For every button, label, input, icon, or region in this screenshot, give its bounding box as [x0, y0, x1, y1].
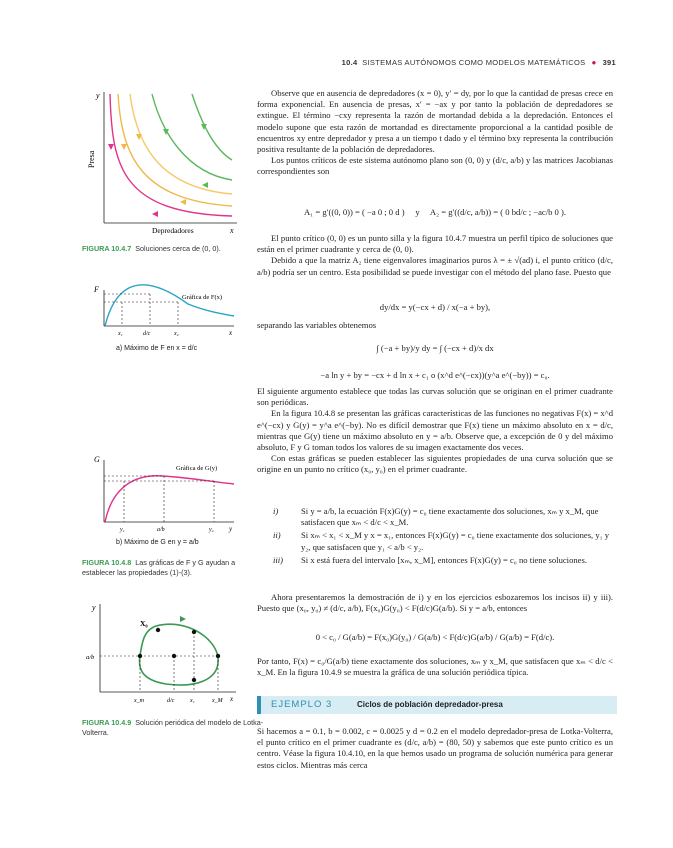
figure-10-4-7	[82, 88, 242, 236]
text-block-4	[257, 386, 613, 476]
list-item	[273, 555, 613, 566]
axis-y-label: y	[96, 91, 100, 100]
caption-text: Solución periódica del modelo de Lotka-Volterra.	[82, 718, 264, 737]
axis-y-label: F	[94, 285, 99, 294]
equation-A1: A₁ = g′((0, 0)) = ( −a 0 ; 0 d )	[304, 207, 405, 217]
paragraph: Por tanto, F(x) = c₀/G(a/b) tiene exactamente dos soluciones, xₘ y x_M, que satisfacen que xₘ < d/c < x_M. En la figura 10.4.9 se muestra la gráfica de una solución periódica típica.	[257, 656, 613, 678]
tick-label: a/b	[157, 527, 165, 533]
initial-point	[156, 628, 160, 632]
arrow-icon	[108, 144, 114, 150]
orbit-point	[192, 678, 196, 682]
ylabel-presa: Presa	[87, 150, 96, 168]
trajectory-4	[152, 94, 232, 180]
orbit-point	[192, 630, 196, 634]
axis-y-label: y	[92, 603, 96, 612]
example-label: EJEMPLO 3	[271, 699, 333, 710]
equation-log: −a ln y + by = −cx + d ln x + c₁ o (x^d e^(−cx))(y^a e^(−by)) = c₀.	[320, 370, 550, 380]
axis-y-label: G	[94, 455, 100, 464]
axis-x-label: x	[230, 695, 234, 703]
paragraph: El punto crítico (0, 0) es un punto silla y la figura 10.4.7 muestra un perfil típico de soluciones que están en el primer cuadrante y cerca de (0, 0).	[257, 233, 613, 255]
figure-10-4-8a	[88, 284, 238, 340]
subcaption-b: b) Máximo de G en y = a/b	[116, 539, 199, 546]
caption-label: FIGURA 10.4.7	[82, 244, 132, 253]
caption-label: FIGURA 10.4.9	[82, 718, 132, 727]
tick-label: x₁	[190, 698, 195, 704]
item-text: Si xₘ < x₁ < x_M y x = x₁, entonces F(x)G(y) = c₀ tiene exactamente dos soluciones, y₁ y y₂, que satisfacen que y₁ < a/b < y₂.	[301, 530, 610, 552]
tick-label: x_M	[212, 698, 223, 704]
axis-x-label: x	[230, 226, 234, 235]
equation-jacobians	[257, 207, 613, 217]
running-header	[342, 58, 616, 67]
figure-10-4-9	[86, 598, 241, 710]
figure-10-4-9-caption	[82, 718, 267, 737]
equation-A2: A₂ = g′((d/c, a/b)) = ( 0 bd/c ; −ac/b 0 ).	[429, 207, 566, 217]
caption-text: Las gráficas de F y G ayudan a establecer las propiedades (1)-(3).	[82, 558, 236, 577]
paragraph: Observe que en ausencia de depredadores (x = 0), y′ = dy, por lo que la cantidad de presas crece en forma exponencial. En ausencia de presas, x′ = −ax y por tanto la población de depredadores se extingue. El término −cxy representa la razón de mortandad debida a la depredación. Entonces el modelo supone que esta razón de mortandad es directamente proporcional a la cantidad posible de encuentros xy entre depredador y presa a un tiempo t dado y el término bxy representa la contribución positiva resultante de la población de depredadores.	[257, 88, 613, 155]
text-block-3	[257, 320, 613, 331]
equation-inequality: 0 < c₀ / G(a/b) = F(x₀)G(y₀) / G(a/b) < F(d/c)G(a/b) / G(a/b) = F(d/c).	[315, 632, 555, 642]
paragraph: Con estas gráficas se pueden establecer las siguientes propiedades de una curva solución que se origine en un punto no crítico (x₀, y₀) en el primer cuadrante.	[257, 453, 613, 475]
bullet-icon: ●	[591, 58, 597, 67]
yl-label: a/b	[86, 654, 95, 661]
paragraph: En la figura 10.4.8 se presentan las gráficas características de las funciones no negativas F(x) = x^d e^(−cx) y G(y) = y^a e^(−by). No es difícil demostrar que F(x) tiene un máximo absoluto en x = d/c, mientras que G(y) tiene un máximo absoluto en y = a/b. Observe que, a excepción de 0 y del máximo absoluto, F y G toman todos los valores de su imagen exactamente dos veces.	[257, 408, 614, 453]
equation-connector: y	[415, 207, 420, 217]
paragraph: Ahora presentaremos la demostración de i) y en los ejercicios esbozaremos los incisos ii) y iii). Puesto que (x₀, y₀) ≠ (d/c, a/b), F(x₀)G(y₀) < F(d/c)G(a/b). Si y = a/b, entonces	[257, 592, 613, 614]
section-number: 10.4	[341, 58, 358, 67]
figure-10-4-8-caption	[82, 558, 267, 577]
item-number: i)	[273, 506, 279, 516]
equation-integral: ∫ (−a + by)/y dy = ∫ (−cx + d)/x dx	[376, 343, 494, 353]
paragraph: El siguiente argumento establece que todas las curvas solución que se originan en el primer cuadrante son periódicas.	[257, 386, 613, 408]
text-block-2	[257, 233, 613, 278]
curve-G	[105, 476, 234, 522]
tick-label: x_m	[134, 698, 144, 704]
tick-label: d/c	[143, 331, 151, 337]
text-block-6	[257, 656, 613, 678]
page-number: 391	[602, 58, 616, 67]
curve-label: Gráfica de F(x)	[182, 294, 223, 301]
item-text: Si x está fuera del intervalo [xₘ, x_M], entonces F(x)G(y) = c₀ no tiene soluciones.	[301, 554, 587, 565]
trajectory-1	[110, 94, 232, 216]
item-number: iii)	[273, 554, 284, 565]
equation-dydx: dy/dx = y(−cx + d) / x(−a + by),	[379, 302, 491, 312]
trajectory-3	[130, 94, 232, 194]
paragraph: separando las variables obtenemos	[257, 320, 377, 330]
orbit-point	[138, 654, 142, 658]
text-block-7	[257, 726, 613, 771]
arrow-icon	[180, 199, 186, 205]
axis-x-label: x	[229, 329, 233, 337]
tick-label: x₂	[174, 331, 179, 337]
caption-label: FIGURA 10.4.8	[82, 558, 132, 567]
list-item	[273, 530, 613, 552]
trajectory-5	[192, 94, 232, 160]
text-block-1	[257, 88, 613, 178]
curve-F	[105, 285, 234, 326]
arrow-icon	[180, 616, 186, 622]
paragraph: Debido a que la matriz A₂ tiene eigenvalores imaginarios puros λ = ± √(ad) i, el punto crítico (d/c, a/b) podría ser un centro. Esta posibilidad se puede investigar con el método del plano fase. Puesto que	[257, 255, 613, 277]
point-label: X₀	[140, 619, 148, 628]
caption-text: Soluciones cerca de (0, 0).	[135, 244, 221, 253]
xlabel-depredadores: Depredadores	[152, 226, 194, 235]
text-block-5	[257, 592, 613, 614]
paragraph: Los puntos críticos de este sistema autónomo plano son (0, 0) y (d/c, a/b) y las matrices Jacobianas correspondientes son	[257, 155, 613, 177]
arrow-icon	[202, 182, 208, 188]
subcaption-a: a) Máximo de F en x = d/c	[116, 345, 198, 352]
arrow-icon	[121, 144, 127, 150]
tick-label: x₁	[118, 331, 123, 337]
critical-point	[172, 654, 176, 658]
example-title: Ciclos de población depredador-presa	[357, 700, 503, 709]
item-number: ii)	[273, 530, 281, 541]
section-title: SISTEMAS AUTÓNOMOS COMO MODELOS MATEMÁTICOS	[362, 58, 586, 67]
arrow-icon	[152, 211, 158, 217]
periodic-orbit	[139, 624, 218, 685]
orbit-point	[216, 654, 220, 658]
tick-label: y₁	[120, 527, 125, 533]
paragraph: Si hacemos a = 0.1, b = 0.002, c = 0.0025 y d = 0.2 en el modelo depredador-presa de Lotka-Volterra, el punto crítico en el primer cuadrante es (d/c, a/b) = (80, 50) y sabemos que este punto crítico es un centro. Véase la figura 10.4.10, en la que hemos usado un programa de solución numérica para generar estos ciclos. Mientras más cerca	[257, 726, 613, 770]
figure-10-4-7-caption	[82, 244, 267, 254]
trajectory-2	[118, 94, 232, 206]
example-banner	[257, 696, 617, 714]
figure-10-4-8b	[88, 454, 238, 536]
curve-label: Gráfica de G(y)	[176, 465, 218, 472]
properties-list	[273, 506, 613, 568]
tick-label: d/c	[167, 698, 175, 704]
tick-label: y₂	[209, 527, 214, 533]
axis-x-label: y	[229, 525, 233, 533]
item-text: Si y = a/b, la ecuación F(x)G(y) = c₀ tiene exactamente dos soluciones, xₘ y x_M, que satisfacen que xₘ < d/c < x_M.	[301, 506, 599, 528]
list-item	[273, 506, 613, 528]
